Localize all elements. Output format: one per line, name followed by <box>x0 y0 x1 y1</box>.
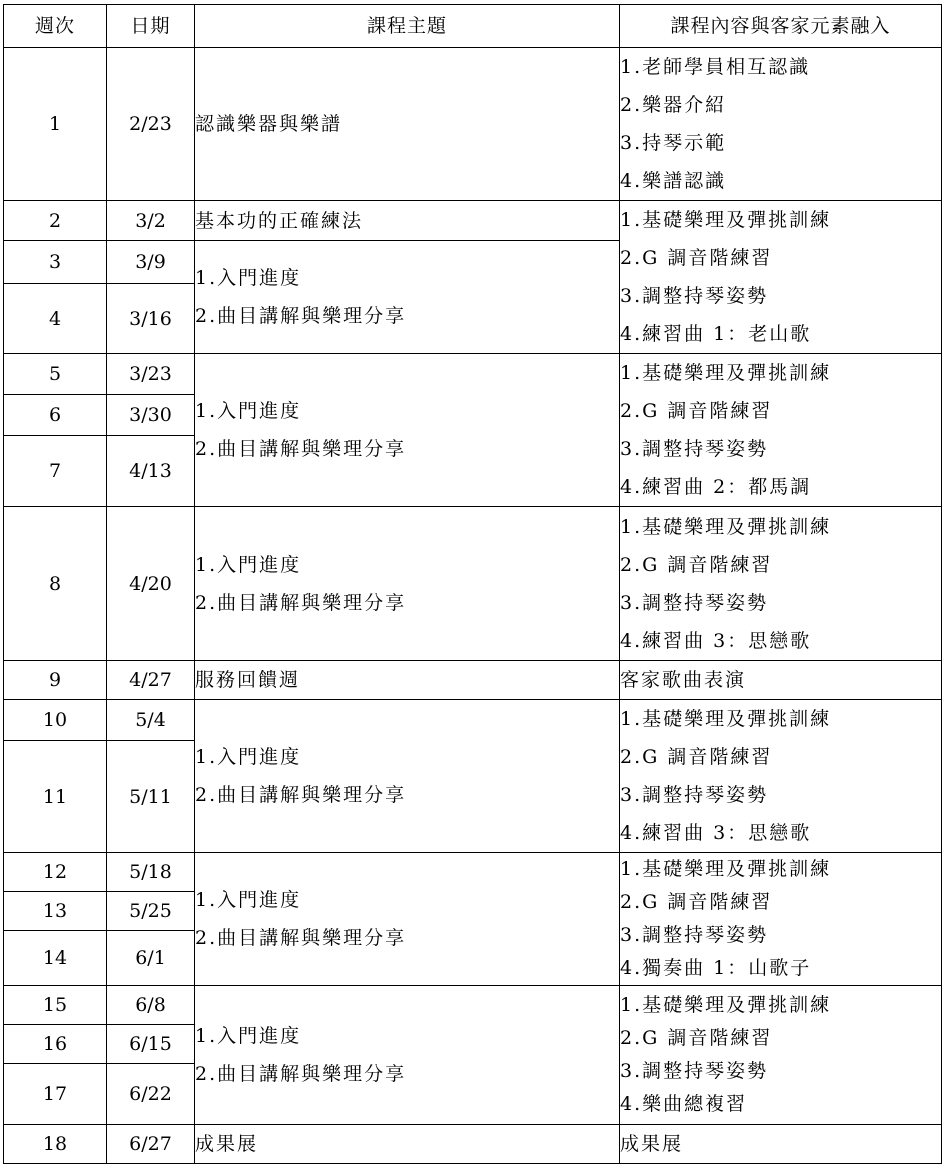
content-line: 1.基礎樂理及彈挑訓練 <box>620 209 832 231</box>
week-cell: 9 <box>4 661 107 700</box>
topic-cell <box>195 201 620 241</box>
topic-line: 1.入門進度 <box>195 889 302 911</box>
topic-line: 基本功的正確練法 <box>195 209 364 232</box>
week-cell: 4 <box>4 284 107 354</box>
header-date: 日期 <box>107 5 195 48</box>
date-cell: 5/18 <box>107 853 195 892</box>
topic-line: 成果展 <box>195 1133 259 1155</box>
content-line: 2.樂器介紹 <box>620 94 727 116</box>
date-cell: 2/23 <box>107 48 195 201</box>
content-line: 1.基礎樂理及彈挑訓練 <box>620 515 832 538</box>
content-line: 2.G 調音階練習 <box>620 746 773 768</box>
content-cell <box>620 700 942 853</box>
table-row <box>4 201 942 241</box>
week-cell: 10 <box>4 700 107 741</box>
content-line: 3.調整持琴姿勢 <box>620 285 769 307</box>
content-line: 客家歌曲表演 <box>620 669 747 691</box>
content-line: 4.樂曲總複習 <box>620 1093 748 1115</box>
topic-line: 2.曲目講解與樂理分享 <box>195 784 407 806</box>
topic-line: 2.曲目講解與樂理分享 <box>195 927 407 949</box>
date-cell: 6/27 <box>107 1125 195 1164</box>
content-line: 成果展 <box>620 1133 684 1155</box>
table-row <box>4 1125 942 1164</box>
content-cell <box>620 1125 942 1164</box>
content-cell <box>620 201 942 354</box>
date-cell: 3/23 <box>107 354 195 395</box>
topic-line: 2.曲目講解與樂理分享 <box>195 1063 407 1085</box>
topic-line: 1.入門進度 <box>195 746 302 768</box>
date-cell: 5/11 <box>107 741 195 853</box>
content-line: 4.練習曲 3：思戀歌 <box>620 629 812 652</box>
content-line: 1.基礎樂理及彈挑訓練 <box>620 708 832 730</box>
content-line: 1.基礎樂理及彈挑訓練 <box>620 858 832 880</box>
date-cell: 4/27 <box>107 661 195 700</box>
content-line: 3.調整持琴姿勢 <box>620 924 769 946</box>
content-line: 2.G 調音階練習 <box>620 247 773 269</box>
table-row <box>4 507 942 661</box>
date-cell: 6/1 <box>107 931 195 986</box>
content-cell <box>620 354 942 507</box>
topic-cell <box>195 354 620 507</box>
content-cell <box>620 48 942 201</box>
content-line: 1.基礎樂理及彈挑訓練 <box>620 362 832 384</box>
topic-cell <box>195 507 620 661</box>
date-cell: 3/2 <box>107 201 195 241</box>
topic-line: 1.入門進度 <box>195 267 302 289</box>
content-line: 1.老師學員相互認識 <box>620 56 811 78</box>
content-line: 3.調整持琴姿勢 <box>620 591 769 614</box>
content-line: 4.練習曲 1：老山歌 <box>620 323 812 345</box>
content-line: 2.G 調音階練習 <box>620 891 773 913</box>
topic-cell <box>195 700 620 853</box>
topic-cell <box>195 661 620 700</box>
table-row <box>4 48 942 201</box>
week-cell: 8 <box>4 507 107 661</box>
week-cell: 14 <box>4 931 107 986</box>
date-cell: 5/25 <box>107 892 195 931</box>
table-row <box>4 354 942 395</box>
content-cell <box>620 986 942 1125</box>
content-line: 2.G 調音階練習 <box>620 400 773 422</box>
date-cell: 6/15 <box>107 1025 195 1064</box>
content-line: 3.調整持琴姿勢 <box>620 784 769 806</box>
topic-cell <box>195 241 620 354</box>
topic-line: 2.曲目講解與樂理分享 <box>195 438 407 460</box>
content-line: 3.持琴示範 <box>620 132 727 154</box>
content-cell <box>620 853 942 986</box>
date-cell: 3/16 <box>107 284 195 354</box>
topic-line: 2.曲目講解與樂理分享 <box>195 305 407 327</box>
week-cell: 17 <box>4 1064 107 1125</box>
topic-line: 2.曲目講解與樂理分享 <box>195 591 407 614</box>
content-line: 4.獨奏曲 1：山歌子 <box>620 957 812 979</box>
topic-cell <box>195 853 620 986</box>
topic-line: 認識樂器與樂譜 <box>195 113 343 135</box>
topic-line: 1.入門進度 <box>195 1025 302 1047</box>
content-line: 3.調整持琴姿勢 <box>620 438 769 460</box>
date-cell: 3/30 <box>107 395 195 436</box>
week-cell: 13 <box>4 892 107 931</box>
date-cell: 6/8 <box>107 986 195 1025</box>
course-schedule-table <box>3 4 942 1164</box>
week-cell: 16 <box>4 1025 107 1064</box>
week-cell: 5 <box>4 354 107 395</box>
table-row <box>4 853 942 892</box>
week-cell: 1 <box>4 48 107 201</box>
content-cell <box>620 661 942 700</box>
date-cell: 4/20 <box>107 507 195 661</box>
content-line: 2.G 調音階練習 <box>620 553 773 576</box>
content-line: 3.調整持琴姿勢 <box>620 1060 769 1082</box>
date-cell: 3/9 <box>107 241 195 284</box>
content-cell <box>620 507 942 661</box>
week-cell: 18 <box>4 1125 107 1164</box>
week-cell: 11 <box>4 741 107 853</box>
topic-line: 服務回饋週 <box>195 669 301 691</box>
content-line: 1.基礎樂理及彈挑訓練 <box>620 994 832 1016</box>
content-line: 4.練習曲 2：都馬調 <box>620 476 812 498</box>
week-cell: 2 <box>4 201 107 241</box>
topic-cell <box>195 986 620 1125</box>
week-cell: 12 <box>4 853 107 892</box>
date-cell: 5/4 <box>107 700 195 741</box>
content-line: 2.G 調音階練習 <box>620 1027 773 1049</box>
table-row <box>4 700 942 741</box>
week-cell: 6 <box>4 395 107 436</box>
table-row <box>4 986 942 1025</box>
date-cell: 4/13 <box>107 436 195 507</box>
content-line: 4.練習曲 3：思戀歌 <box>620 822 812 844</box>
topic-cell <box>195 48 620 201</box>
date-cell: 6/22 <box>107 1064 195 1125</box>
header-week: 週次 <box>4 5 107 48</box>
header-topic: 課程主題 <box>195 5 620 48</box>
header-row <box>4 5 942 48</box>
week-cell: 15 <box>4 986 107 1025</box>
topic-cell <box>195 1125 620 1164</box>
topic-line: 1.入門進度 <box>195 400 302 422</box>
week-cell: 3 <box>4 241 107 284</box>
content-line: 4.樂譜認識 <box>620 170 727 192</box>
topic-line: 1.入門進度 <box>195 553 302 576</box>
course-schedule-document <box>3 4 941 1155</box>
week-cell: 7 <box>4 436 107 507</box>
table-row <box>4 661 942 700</box>
header-content: 課程內容與客家元素融入 <box>620 5 942 48</box>
